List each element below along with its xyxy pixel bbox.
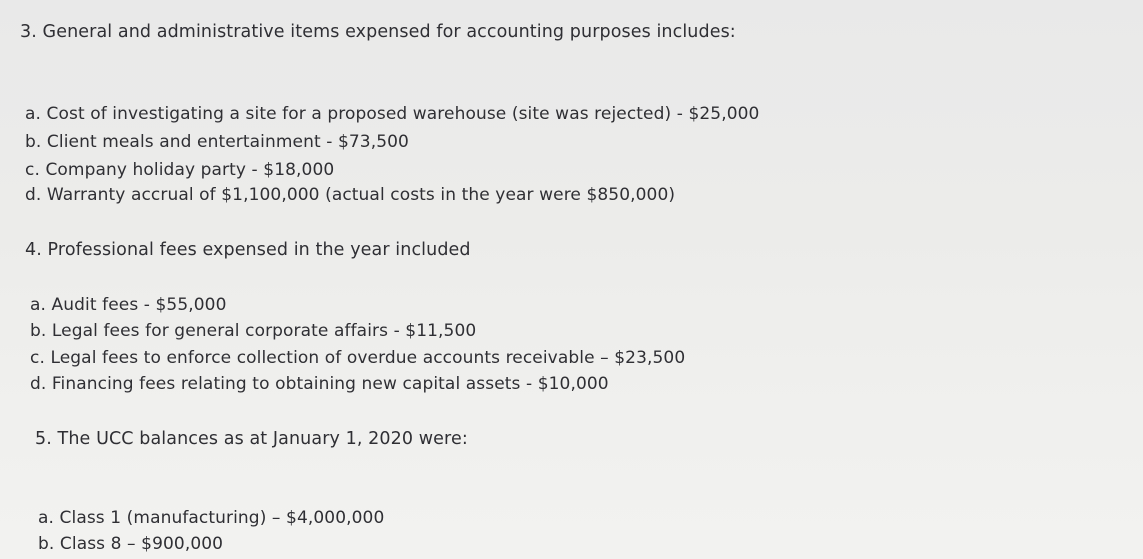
question-3-item-d: d. Warranty accrual of $1,100,000 (actual costs in the year were $850,000) [25,185,676,205]
question-4-item-a: a. Audit fees - $55,000 [30,295,227,315]
question-3-item-b: b. Client meals and entertainment - $73,500 [25,132,409,152]
question-4-item-b: b. Legal fees for general corporate affairs - $11,500 [30,321,477,341]
question-4-item-d: d. Financing fees relating to obtaining new capital assets - $10,000 [30,374,609,394]
question-4-item-c: c. Legal fees to enforce collection of overdue accounts receivable – $23,500 [30,348,686,368]
question-5-item-a: a. Class 1 (manufacturing) – $4,000,000 [38,508,385,528]
question-4-heading: 4. Professional fees expensed in the year included [25,240,471,260]
question-3-item-c: c. Company holiday party - $18,000 [25,160,335,180]
question-5-heading: 5. The UCC balances as at January 1, 2020 were: [35,429,468,449]
question-3-heading: 3. General and administrative items expensed for accounting purposes includes: [20,22,736,42]
question-5-item-b: b. Class 8 – $900,000 [38,534,224,554]
question-3-item-a: a. Cost of investigating a site for a proposed warehouse (site was rejected) - $25,000 [25,104,760,124]
